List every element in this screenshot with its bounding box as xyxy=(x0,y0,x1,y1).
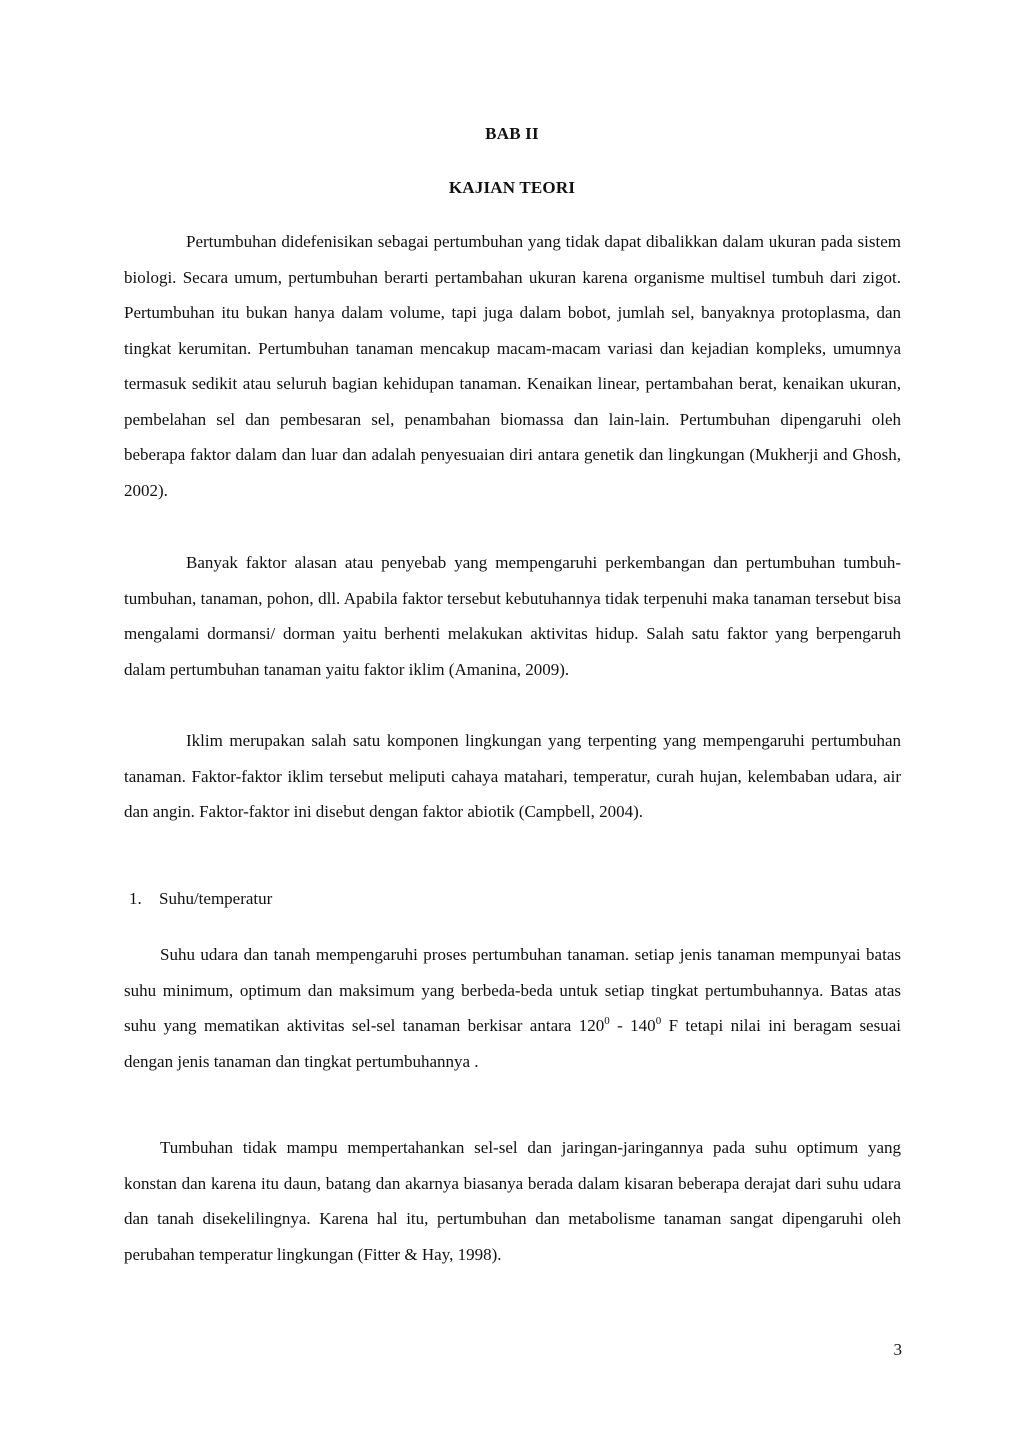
section-title: Suhu/temperatur xyxy=(159,889,273,908)
paragraph-plant-temperature: Tumbuhan tidak mampu mempertahankan sel-sel dan jaringan-jaringannya pada suhu optimum yang konstan dan karena itu daun, batang dan akarnya biasanya berada dalam kisaran beberapa derajat dari suhu udara dan tanah disekelilingnya. Karena hal itu, pertumbuhan dan metabolisme tanaman sangat dipengaruhi oleh perubahan temperatur lingkungan (Fitter & Hay, 1998). xyxy=(124,1138,901,1264)
paragraph-temperature-text-1: Suhu udara dan tanah mempengaruhi proses pertumbuhan tanaman. setiap jenis tanaman mempunyai batas suhu minimum, optimum dan maksimum yang berbeda-beda untuk setiap tingkat pertumbuhannya. Batas atas suhu yang mematikan aktivitas sel-sel tanaman berkisar antara 120 xyxy=(124,945,901,1035)
paragraph-growth-definition: Pertumbuhan didefenisikan sebagai pertumbuhan yang tidak dapat dibalikkan dalam ukuran pada sistem biologi. Secara umum, pertumbuhan berarti pertambahan ukuran karena organisme multisel tumbuh dari zigot. Pertumbuhan itu bukan hanya dalam volume, tapi juga dalam bobot, jumlah sel, banyaknya protoplasma, dan tingkat kerumitan. Pertumbuhan tanaman mencakup macam-macam variasi dan kejadian kompleks, umumnya termasuk sedikit atau seluruh bagian kehidupan tanaman. Kenaikan linear, pertambahan berat, kenaikan ukuran, pembelahan sel dan pembesaran sel, penambahan biomassa dan lain-lain. Pertumbuhan dipengaruhi oleh beberapa faktor dalam dan luar dan adalah penyesuaian diri antara genetik dan lingkungan (Mukherji and Ghosh, 2002). xyxy=(124,232,901,500)
section-number: 1. xyxy=(129,889,142,908)
paragraph-temperature-text-3: F tetapi nilai ini beragam sesuai dengan jenis tanaman dan tingkat pertumbuhannya . xyxy=(124,1016,901,1071)
paragraph-climate: Iklim merupakan salah satu komponen lingkungan yang terpenting yang mempengaruhi pertumbuhan tanaman. Faktor-faktor iklim tersebut meliputi cahaya matahari, temperatur, curah hujan, kelembaban udara, air dan angin. Faktor-faktor ini disebut dengan faktor abiotik (Campbell, 2004). xyxy=(124,731,901,821)
degree-superscript: 0 xyxy=(604,1015,610,1027)
section-heading xyxy=(129,886,272,912)
paragraph-growth-factors: Banyak faktor alasan atau penyebab yang mempengaruhi perkembangan dan pertumbuhan tumbuh-tumbuhan, tanaman, pohon, dll. Apabila faktor tersebut kebutuhannya tidak terpenuhi maka tanaman tersebut bisa mengalami dormansi/ dorman yaitu berhenti melakukan aktivitas hidup. Salah satu faktor yang berpengaruh dalam pertumbuhan tanaman yaitu faktor iklim (Amanina, 2009). xyxy=(124,553,901,679)
page-number: 3 xyxy=(893,1340,902,1359)
chapter-heading: BAB II xyxy=(485,124,539,143)
paragraph-temperature xyxy=(124,937,901,1079)
paragraph-temperature-text-2: - 140 xyxy=(609,1016,656,1035)
chapter-title: KAJIAN TEORI xyxy=(448,178,576,197)
degree-superscript: 0 xyxy=(655,1015,662,1027)
